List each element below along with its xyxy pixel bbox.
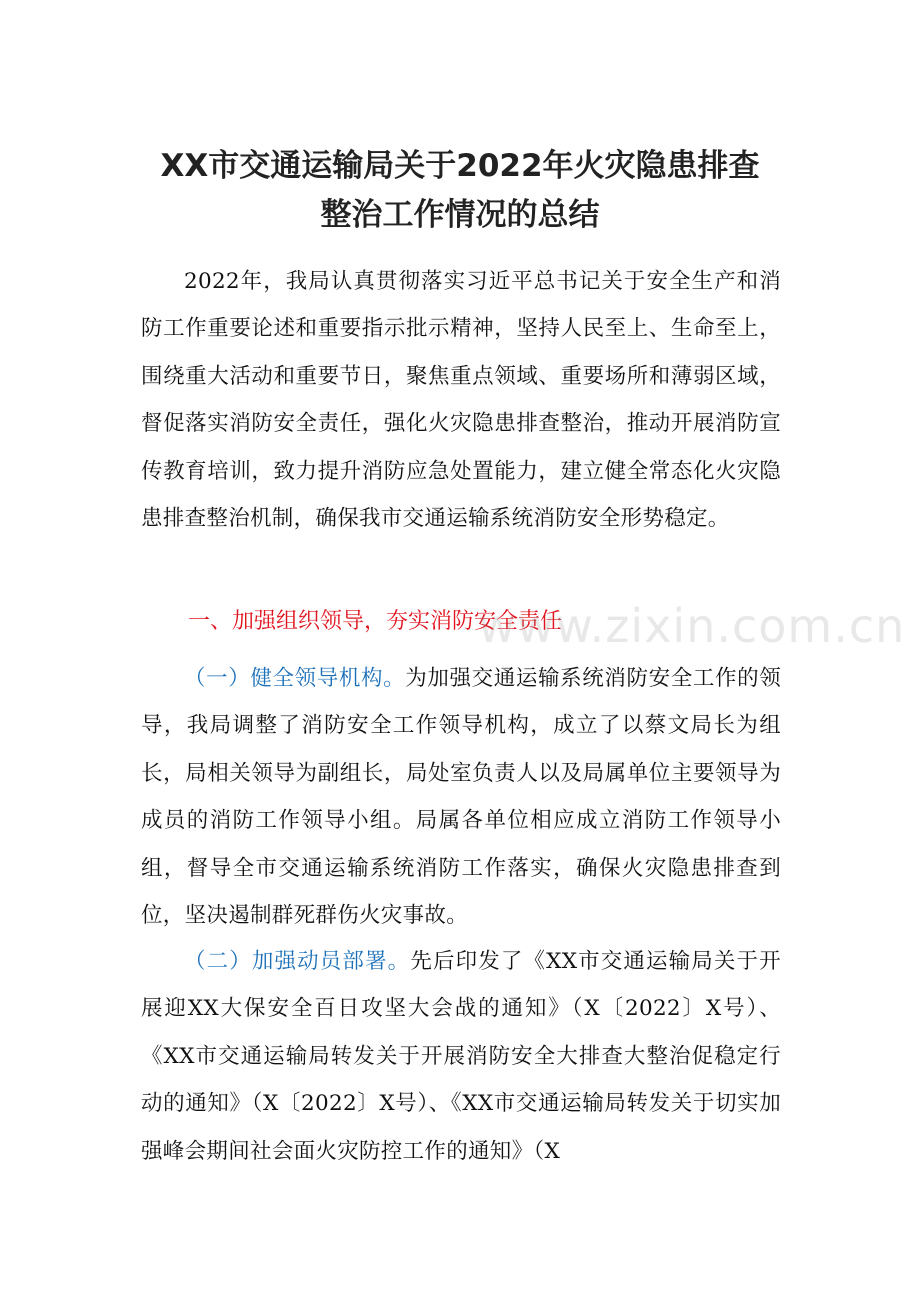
subsection-heading-1: （一）健全领导机构。 (184, 666, 406, 691)
subsection-text-2: 先后印发了《XX市交通运输局关于开展迎XX大保安全百日攻坚大会战的通知》（X〔2022〕X号）、《XX市交通运输局转发关于开展消防安全大排查大整治促稳定行动的通知》（X〔2022〕X号）、《XX市交通运输局转发关于切实加强峰会期间社会面火灾防控工作的通知》（X (141, 949, 781, 1164)
subsection-paragraph-2 (141, 938, 781, 1175)
watermark: www.zixin.com.cn (478, 599, 906, 653)
subsection-heading-2: （二）加强动员部署。 (184, 949, 411, 974)
section-heading-1: 一、加强组织领导，夯实消防安全责任 (188, 609, 563, 634)
subsection-text-1: 为加强交通运输系统消防安全工作的领导，我局调整了消防安全工作领导机构，成立了以蔡文局长为组长，局相关领导为副组长，局处室负责人以及局属单位主要领导为成员的消防工作领导小组。局属各单位相应成立消防工作领导小组，督导全市交通运输系统消防工作落实，确保火灾隐患排查到位，坚决遏制群死群伤火灾事故。 (141, 666, 781, 929)
subsection-paragraph-1 (141, 655, 781, 939)
document-title-line-1: XX市交通运输局关于2022年火灾隐患排查 (160, 148, 760, 184)
document-title-line-2: 整治工作情况的总结 (320, 197, 600, 233)
intro-paragraph: 2022年，我局认真贯彻落实习近平总书记关于安全生产和消防工作重要论述和重要指示批示精神，坚持人民至上、生命至上，围绕重大活动和重要节日，聚焦重点领域、重要场所和薄弱区域，督促落实消防安全责任，强化火灾隐患排查整治，推动开展消防宣传教育培训，致力提升消防应急处置能力，建立健全常态化火灾隐患排查整治机制，确保我市交通运输系统消防安全形势稳定。 (141, 269, 781, 532)
